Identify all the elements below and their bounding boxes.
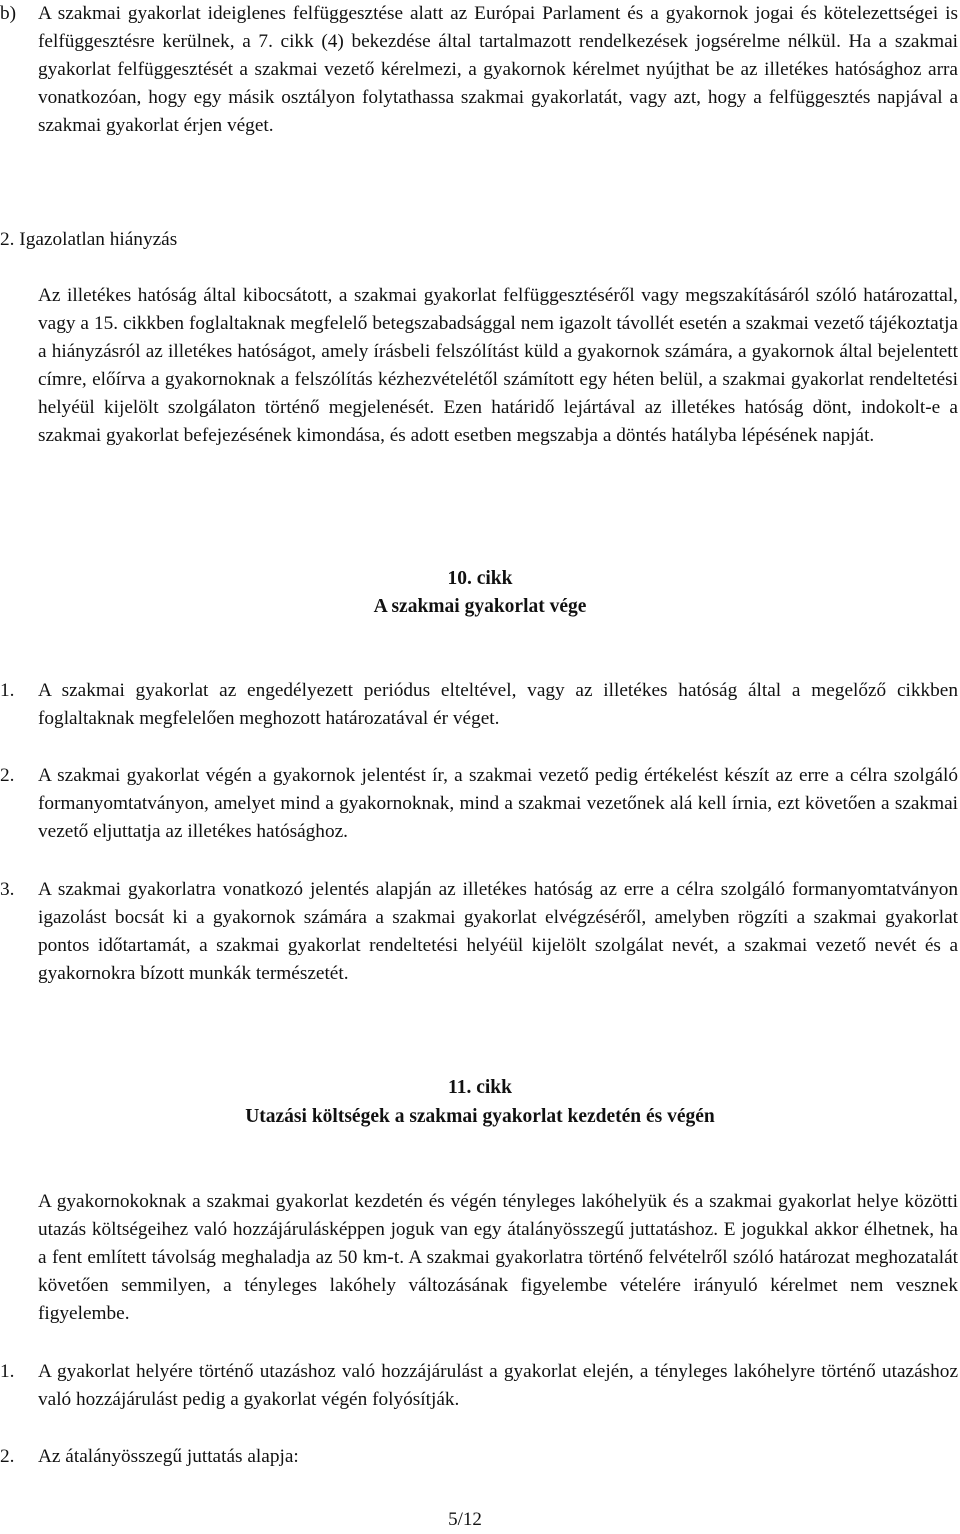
article-number: 11. cikk bbox=[448, 1077, 512, 1098]
list-item bbox=[0, 1443, 958, 1471]
article-title: A szakmai gyakorlat vége bbox=[373, 596, 587, 617]
paragraph-b bbox=[0, 0, 958, 140]
paragraph-travel-costs: A gyakornokoknak a szakmai gyakorlat kezdetén és végén tényleges lakóhelyük és a szakmai gyakorlat helye közötti utazás költségeihez való hozzájárulásképpen joguk van egy átalányösszegű juttatáshoz. E jogukkal akkor élhetnek, ha a fent említett távolság meghaladja az 50 km-t. A szakmai gyakorlatra történő felvételről szóló határozat meghozatalát követően semmilyen, a tényleges lakóhely változásának figyelembe vételére irányuló kérelmet nem vesznek figyelembe. bbox=[38, 1191, 958, 1324]
list-item-label: 2. bbox=[0, 1446, 15, 1467]
list-item-label: 1. bbox=[0, 680, 15, 701]
section-heading-unjustified-absence: 2. Igazolatlan hiányzás bbox=[0, 229, 178, 250]
list-item bbox=[0, 677, 958, 733]
list-item-text: A szakmai gyakorlat az engedélyezett periódus elteltével, vagy az illetékes hatóság által a megelőző cikkben foglaltaknak megfelelően meghozott határozatával ér véget. bbox=[38, 680, 958, 729]
article-title: Utazási költségek a szakmai gyakorlat kezdetén és végén bbox=[245, 1106, 715, 1127]
list-item-text: A szakmai gyakorlatra vonatkozó jelentés alapján az illetékes hatóság az erre a célra szolgáló formanyomtatványon igazolást bocsát ki a gyakornok számára a szakmai gyakorlat elvégzéséről, amelyben rögzíti a szakmai gyakorlat pontos időtartamát, a szakmai gyakorlat rendeltetési helyéül kijelölt szolgálat nevét, a szakmai vezető nevét és a gyakornokra bízott munkák természetét. bbox=[38, 879, 958, 984]
list-item-label: 2. bbox=[0, 765, 15, 786]
article-number: 10. cikk bbox=[447, 568, 513, 589]
list-item-text: A gyakorlat helyére történő utazáshoz való hozzájárulást a gyakorlat elején, a tényleges lakóhelyre történő utazáshoz való hozzájárulást pedig a gyakorlat végén folyósítják. bbox=[38, 1361, 958, 1410]
paragraph-unjustified-absence: Az illetékes hatóság által kibocsátott, a szakmai gyakorlat felfüggesztéséről vagy megszakításáról szóló határozattal, vagy a 15. cikkben foglaltaknak megfelelő betegszabadsággal nem igazolt távollét esetén a szakmai vezető tájékoztatja a hiányzásról az illetékes hatóságot, amely írásbeli felszólítást küld a gyakornok számára, a gyakornok által bejelentett címre, előírva a gyakornoknak a felszólítás kézhezvételétől számított egy héten belül, a szakmai gyakorlat rendeltetési helyéül kijelölt szolgálaton történő megjelenését. Ezen határidő lejártával az illetékes hatóság dönt, indokolt-e a szakmai gyakorlat befejezésének kimondása, és adott esetben megszabja a döntés hatályba lépésének napját. bbox=[38, 285, 958, 446]
list-item bbox=[0, 876, 958, 988]
list-item-label: 1. bbox=[0, 1361, 15, 1382]
list-item bbox=[0, 1358, 958, 1414]
paragraph-label: b) bbox=[0, 3, 17, 24]
paragraph-text: A szakmai gyakorlat ideiglenes felfüggesztése alatt az Európai Parlament és a gyakornok jogai és kötelezettségei is felfüggesztésre kerülnek, a 7. cikk (4) bekezdése által tartalmazott rendelkezések jogsérelme nélkül. Ha a szakmai gyakorlat felfüggesztését a szakmai vezető kérelmezi, a gyakornok kérelmet nyújthat be az illetékes hatósághoz arra vonatkozóan, hogy egy másik osztályon folytathassa szakmai gyakorlatát, vagy azt, hogy a felfüggesztés napjával a szakmai gyakorlat érjen véget. bbox=[38, 3, 958, 136]
list-item-label: 3. bbox=[0, 879, 15, 900]
list-item-text: Az átalányösszegű juttatás alapja: bbox=[38, 1446, 299, 1467]
list-item bbox=[0, 762, 958, 846]
list-item-text: A szakmai gyakorlat végén a gyakornok jelentést ír, a szakmai vezető pedig értékelést készít az erre a célra szolgáló formanyomtatványon, amelyet mind a gyakornoknak, mind a szakmai vezetőnek alá kell írnia, ezt követően a szakmai vezető eljuttatja az illetékes hatósághoz. bbox=[38, 765, 958, 842]
page-number: 5/12 bbox=[448, 1509, 482, 1530]
